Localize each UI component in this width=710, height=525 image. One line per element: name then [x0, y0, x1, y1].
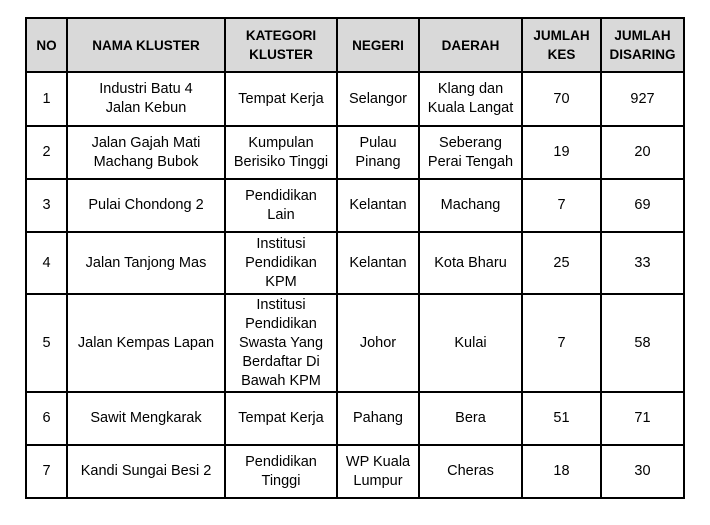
cell-nama-kluster: Jalan Tanjong Mas	[67, 232, 225, 294]
cell-kategori-kluster: Pendidikan Tinggi	[225, 445, 337, 498]
table-row	[26, 294, 684, 392]
cell-jumlah-kes: 7	[522, 294, 601, 392]
cell-jumlah-kes: 19	[522, 126, 601, 179]
cell-negeri: Pulau Pinang	[337, 126, 419, 179]
cell-jumlah-kes: 7	[522, 179, 601, 232]
cell-nama-kluster: Pulai Chondong 2	[67, 179, 225, 232]
cell-daerah: Kota Bharu	[419, 232, 522, 294]
cell-daerah: Seberang Perai Tengah	[419, 126, 522, 179]
cell-nama-kluster: Sawit Mengkarak	[67, 392, 225, 445]
header-no: NO	[26, 18, 67, 72]
cell-jumlah-kes: 25	[522, 232, 601, 294]
cell-daerah: Kulai	[419, 294, 522, 392]
table-body	[26, 72, 684, 498]
cell-kategori-kluster: Tempat Kerja	[225, 392, 337, 445]
cell-kategori-kluster: Tempat Kerja	[225, 72, 337, 126]
cell-kategori-kluster: Institusi Pendidikan KPM	[225, 232, 337, 294]
cell-negeri: Selangor	[337, 72, 419, 126]
cell-no: 6	[26, 392, 67, 445]
cell-jumlah-disaring: 30	[601, 445, 684, 498]
header-kategori-kluster: KATEGORI KLUSTER	[225, 18, 337, 72]
table-row	[26, 72, 684, 126]
cell-negeri: Pahang	[337, 392, 419, 445]
cell-nama-kluster: Industri Batu 4 Jalan Kebun	[67, 72, 225, 126]
table-header	[26, 18, 684, 72]
table-row	[26, 126, 684, 179]
cell-jumlah-kes: 18	[522, 445, 601, 498]
header-jumlah-kes: JUMLAH KES	[522, 18, 601, 72]
cell-no: 7	[26, 445, 67, 498]
cell-jumlah-kes: 70	[522, 72, 601, 126]
cell-daerah: Cheras	[419, 445, 522, 498]
cell-jumlah-disaring: 927	[601, 72, 684, 126]
cell-kategori-kluster: Institusi Pendidikan Swasta Yang Berdaftar Di Bawah KPM	[225, 294, 337, 392]
cell-jumlah-disaring: 33	[601, 232, 684, 294]
cell-nama-kluster: Kandi Sungai Besi 2	[67, 445, 225, 498]
cell-jumlah-kes: 51	[522, 392, 601, 445]
cell-jumlah-disaring: 58	[601, 294, 684, 392]
table-row	[26, 179, 684, 232]
cell-kategori-kluster: Kumpulan Berisiko Tinggi	[225, 126, 337, 179]
header-nama-kluster: NAMA KLUSTER	[67, 18, 225, 72]
header-daerah: DAERAH	[419, 18, 522, 72]
table-row	[26, 392, 684, 445]
cell-negeri: Kelantan	[337, 232, 419, 294]
header-negeri: NEGERI	[337, 18, 419, 72]
cell-daerah: Klang dan Kuala Langat	[419, 72, 522, 126]
table-row	[26, 232, 684, 294]
cell-nama-kluster: Jalan Gajah Mati Machang Bubok	[67, 126, 225, 179]
cluster-table	[25, 17, 685, 499]
cell-nama-kluster: Jalan Kempas Lapan	[67, 294, 225, 392]
cell-no: 3	[26, 179, 67, 232]
table-row	[26, 445, 684, 498]
cell-daerah: Machang	[419, 179, 522, 232]
cell-jumlah-disaring: 71	[601, 392, 684, 445]
cell-no: 4	[26, 232, 67, 294]
cell-jumlah-disaring: 69	[601, 179, 684, 232]
cell-negeri: Kelantan	[337, 179, 419, 232]
cell-jumlah-disaring: 20	[601, 126, 684, 179]
cell-kategori-kluster: Pendidikan Lain	[225, 179, 337, 232]
cell-no: 5	[26, 294, 67, 392]
cell-daerah: Bera	[419, 392, 522, 445]
header-row	[26, 18, 684, 72]
cell-no: 1	[26, 72, 67, 126]
cell-negeri: Johor	[337, 294, 419, 392]
header-jumlah-disaring: JUMLAH DISARING	[601, 18, 684, 72]
cell-no: 2	[26, 126, 67, 179]
cell-negeri: WP Kuala Lumpur	[337, 445, 419, 498]
